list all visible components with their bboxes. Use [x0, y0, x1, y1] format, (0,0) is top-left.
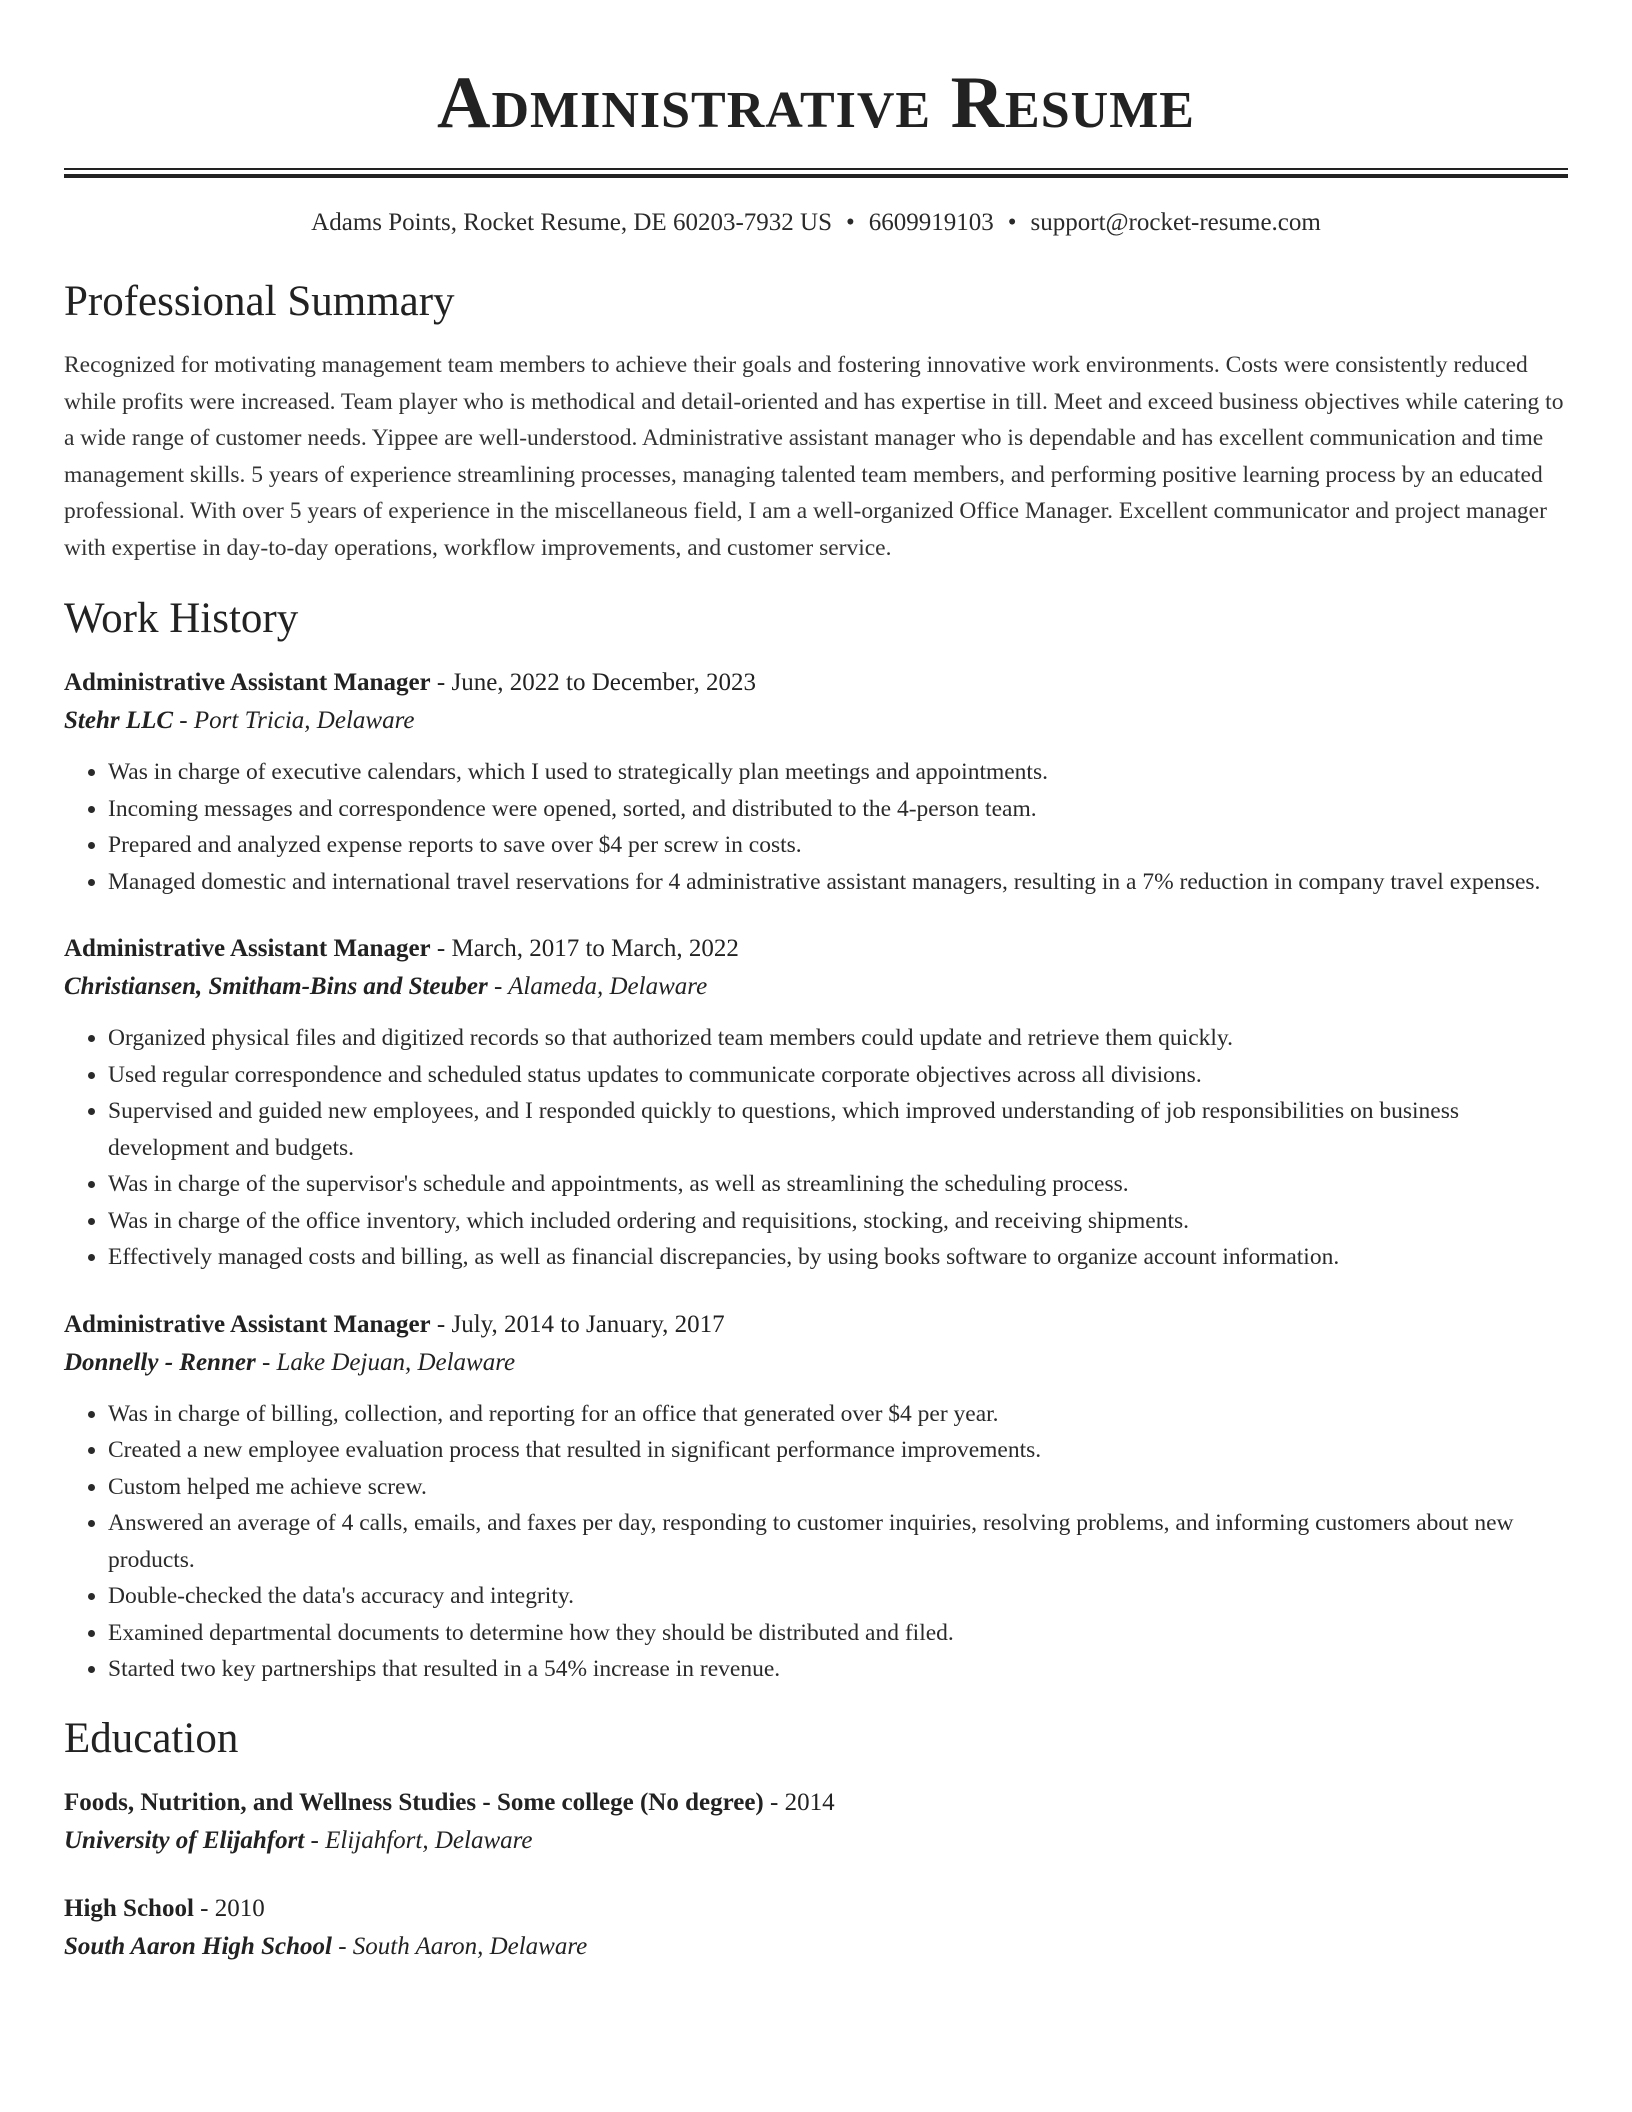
- education-year: - 2014: [763, 1788, 835, 1816]
- job-entry: [64, 664, 1568, 900]
- education-school-line: [64, 1928, 1568, 1966]
- education-degree: Foods, Nutrition, and Wellness Studies - Some college (No degree): [64, 1788, 764, 1816]
- job-duty: • Was in charge of executive calendars, which I used to strategically plan meetings and appointments.: [108, 754, 1568, 791]
- contact-phone: 6609919103: [868, 209, 994, 236]
- education-degree: High School: [64, 1894, 194, 1922]
- job-dates: - June, 2022 to December, 2023: [430, 669, 756, 696]
- job-duty: • Created a new employee evaluation process that resulted in significant performance improvements.: [108, 1432, 1568, 1469]
- job-duty: • Managed domestic and international travel reservations for 4 administrative assistant managers, resulting in a 7% reduction in company travel expenses.: [108, 864, 1568, 901]
- job-dates: - March, 2017 to March, 2022: [430, 935, 739, 962]
- job-duty: • Examined departmental documents to determine how they should be distributed and filed.: [108, 1615, 1568, 1652]
- summary-text: Recognized for motivating management team members to achieve their goals and fostering innovative work environments. Costs were consistently reduced while profits were increased. Team player who is methodical and detail-oriented and has expertise in till. Meet and exceed business objectives while catering to a wide range of customer needs. Yippee are well-understood. Administrative assistant manager who is dependable and has excellent communication and time management skills. 5 years of experience streamlining processes, managing talented team members, and performing positive learning process by an educated professional. With over 5 years of experience in the miscellaneous field, I am a well-organized Office Manager. Excellent communicator and project manager with expertise in day-to-day operations, workflow improvements, and customer service.: [64, 352, 1564, 561]
- job-location: - Lake Dejuan, Delaware: [255, 1348, 516, 1376]
- job-duty: • Supervised and guided new employees, and I responded quickly to questions, which improved understanding of job responsibilities on business development and budgets.: [108, 1093, 1568, 1166]
- job-title: Administrative Assistant Manager: [64, 669, 431, 696]
- job-entry: [64, 1306, 1568, 1688]
- education-school: South Aaron High School: [64, 1932, 332, 1960]
- education-degree-line: [64, 1784, 1568, 1822]
- job-org-line: [64, 702, 1568, 740]
- contact-separator: •: [1007, 209, 1017, 236]
- job-duty: • Was in charge of billing, collection, and reporting for an office that generated over $4 per year.: [108, 1396, 1568, 1433]
- job-entry: [64, 930, 1568, 1276]
- job-duties-list: [64, 1020, 1568, 1276]
- education-entry: [64, 1784, 1568, 1860]
- education-location: - Elijahfort, Delaware: [304, 1826, 533, 1854]
- title-divider: [64, 168, 1568, 178]
- education-heading: Education: [64, 1714, 239, 1762]
- education-year: - 2010: [193, 1894, 265, 1922]
- job-duty: • Used regular correspondence and scheduled status updates to communicate corporate objectives across all divisions.: [108, 1057, 1568, 1094]
- job-dates: - July, 2014 to January, 2017: [430, 1310, 725, 1338]
- contact-separator: •: [846, 209, 855, 236]
- job-company: Stehr LLC: [64, 707, 174, 734]
- job-duty: • Custom helped me achieve screw.: [108, 1469, 1568, 1506]
- job-title: Administrative Assistant Manager: [64, 1310, 431, 1338]
- job-role-line: [64, 930, 1568, 968]
- job-duty: • Effectively managed costs and billing, as well as financial discrepancies, by using books software to organize account information.: [108, 1239, 1568, 1276]
- work-history-heading: Work History: [64, 595, 299, 642]
- education-entry: [64, 1890, 1568, 1966]
- education-school: University of Elijahfort: [64, 1826, 305, 1854]
- job-duty: • Was in charge of the office inventory, which included ordering and requisitions, stocking, and receiving shipments.: [108, 1203, 1568, 1240]
- job-duties-list: [64, 754, 1568, 900]
- job-role-line: [64, 1306, 1568, 1344]
- job-duty: • Prepared and analyzed expense reports to save over $4 per screw in costs.: [108, 827, 1568, 864]
- job-role-line: [64, 664, 1568, 702]
- job-org-line: [64, 1344, 1568, 1382]
- job-duty: • Answered an average of 4 calls, emails, and faxes per day, responding to customer inquiries, resolving problems, and informing customers about new products.: [108, 1505, 1568, 1578]
- job-duties-list: [64, 1396, 1568, 1688]
- education-location: - South Aaron, Delaware: [331, 1932, 588, 1960]
- job-duty: • Double-checked the data's accuracy and integrity.: [108, 1578, 1568, 1615]
- education-school-line: [64, 1822, 1568, 1860]
- job-company: Donnelly - Renner: [64, 1348, 256, 1376]
- contact-email: support@rocket-resume.com: [1030, 209, 1321, 236]
- job-duty: • Started two key partnerships that resulted in a 54% increase in revenue.: [108, 1651, 1568, 1688]
- page-title: Administrative Resume: [437, 62, 1195, 144]
- education-degree-line: [64, 1890, 1568, 1928]
- contact-line: [64, 208, 1568, 238]
- job-duty: • Organized physical files and digitized records so that authorized team members could update and retrieve them quickly.: [108, 1020, 1568, 1057]
- job-company: Christiansen, Smitham-Bins and Steuber: [64, 973, 488, 1000]
- job-duty: • Was in charge of the supervisor's schedule and appointments, as well as streamlining the scheduling process.: [108, 1166, 1568, 1203]
- job-location: - Port Tricia, Delaware: [173, 707, 415, 734]
- job-title: Administrative Assistant Manager: [64, 935, 431, 962]
- job-duty: • Incoming messages and correspondence were opened, sorted, and distributed to the 4-person team.: [108, 791, 1568, 828]
- job-location: - Alameda, Delaware: [487, 973, 708, 1000]
- contact-address: Adams Points, Rocket Resume, DE 60203-7932 US: [311, 209, 832, 236]
- summary-heading: Professional Summary: [64, 278, 455, 325]
- job-org-line: [64, 968, 1568, 1006]
